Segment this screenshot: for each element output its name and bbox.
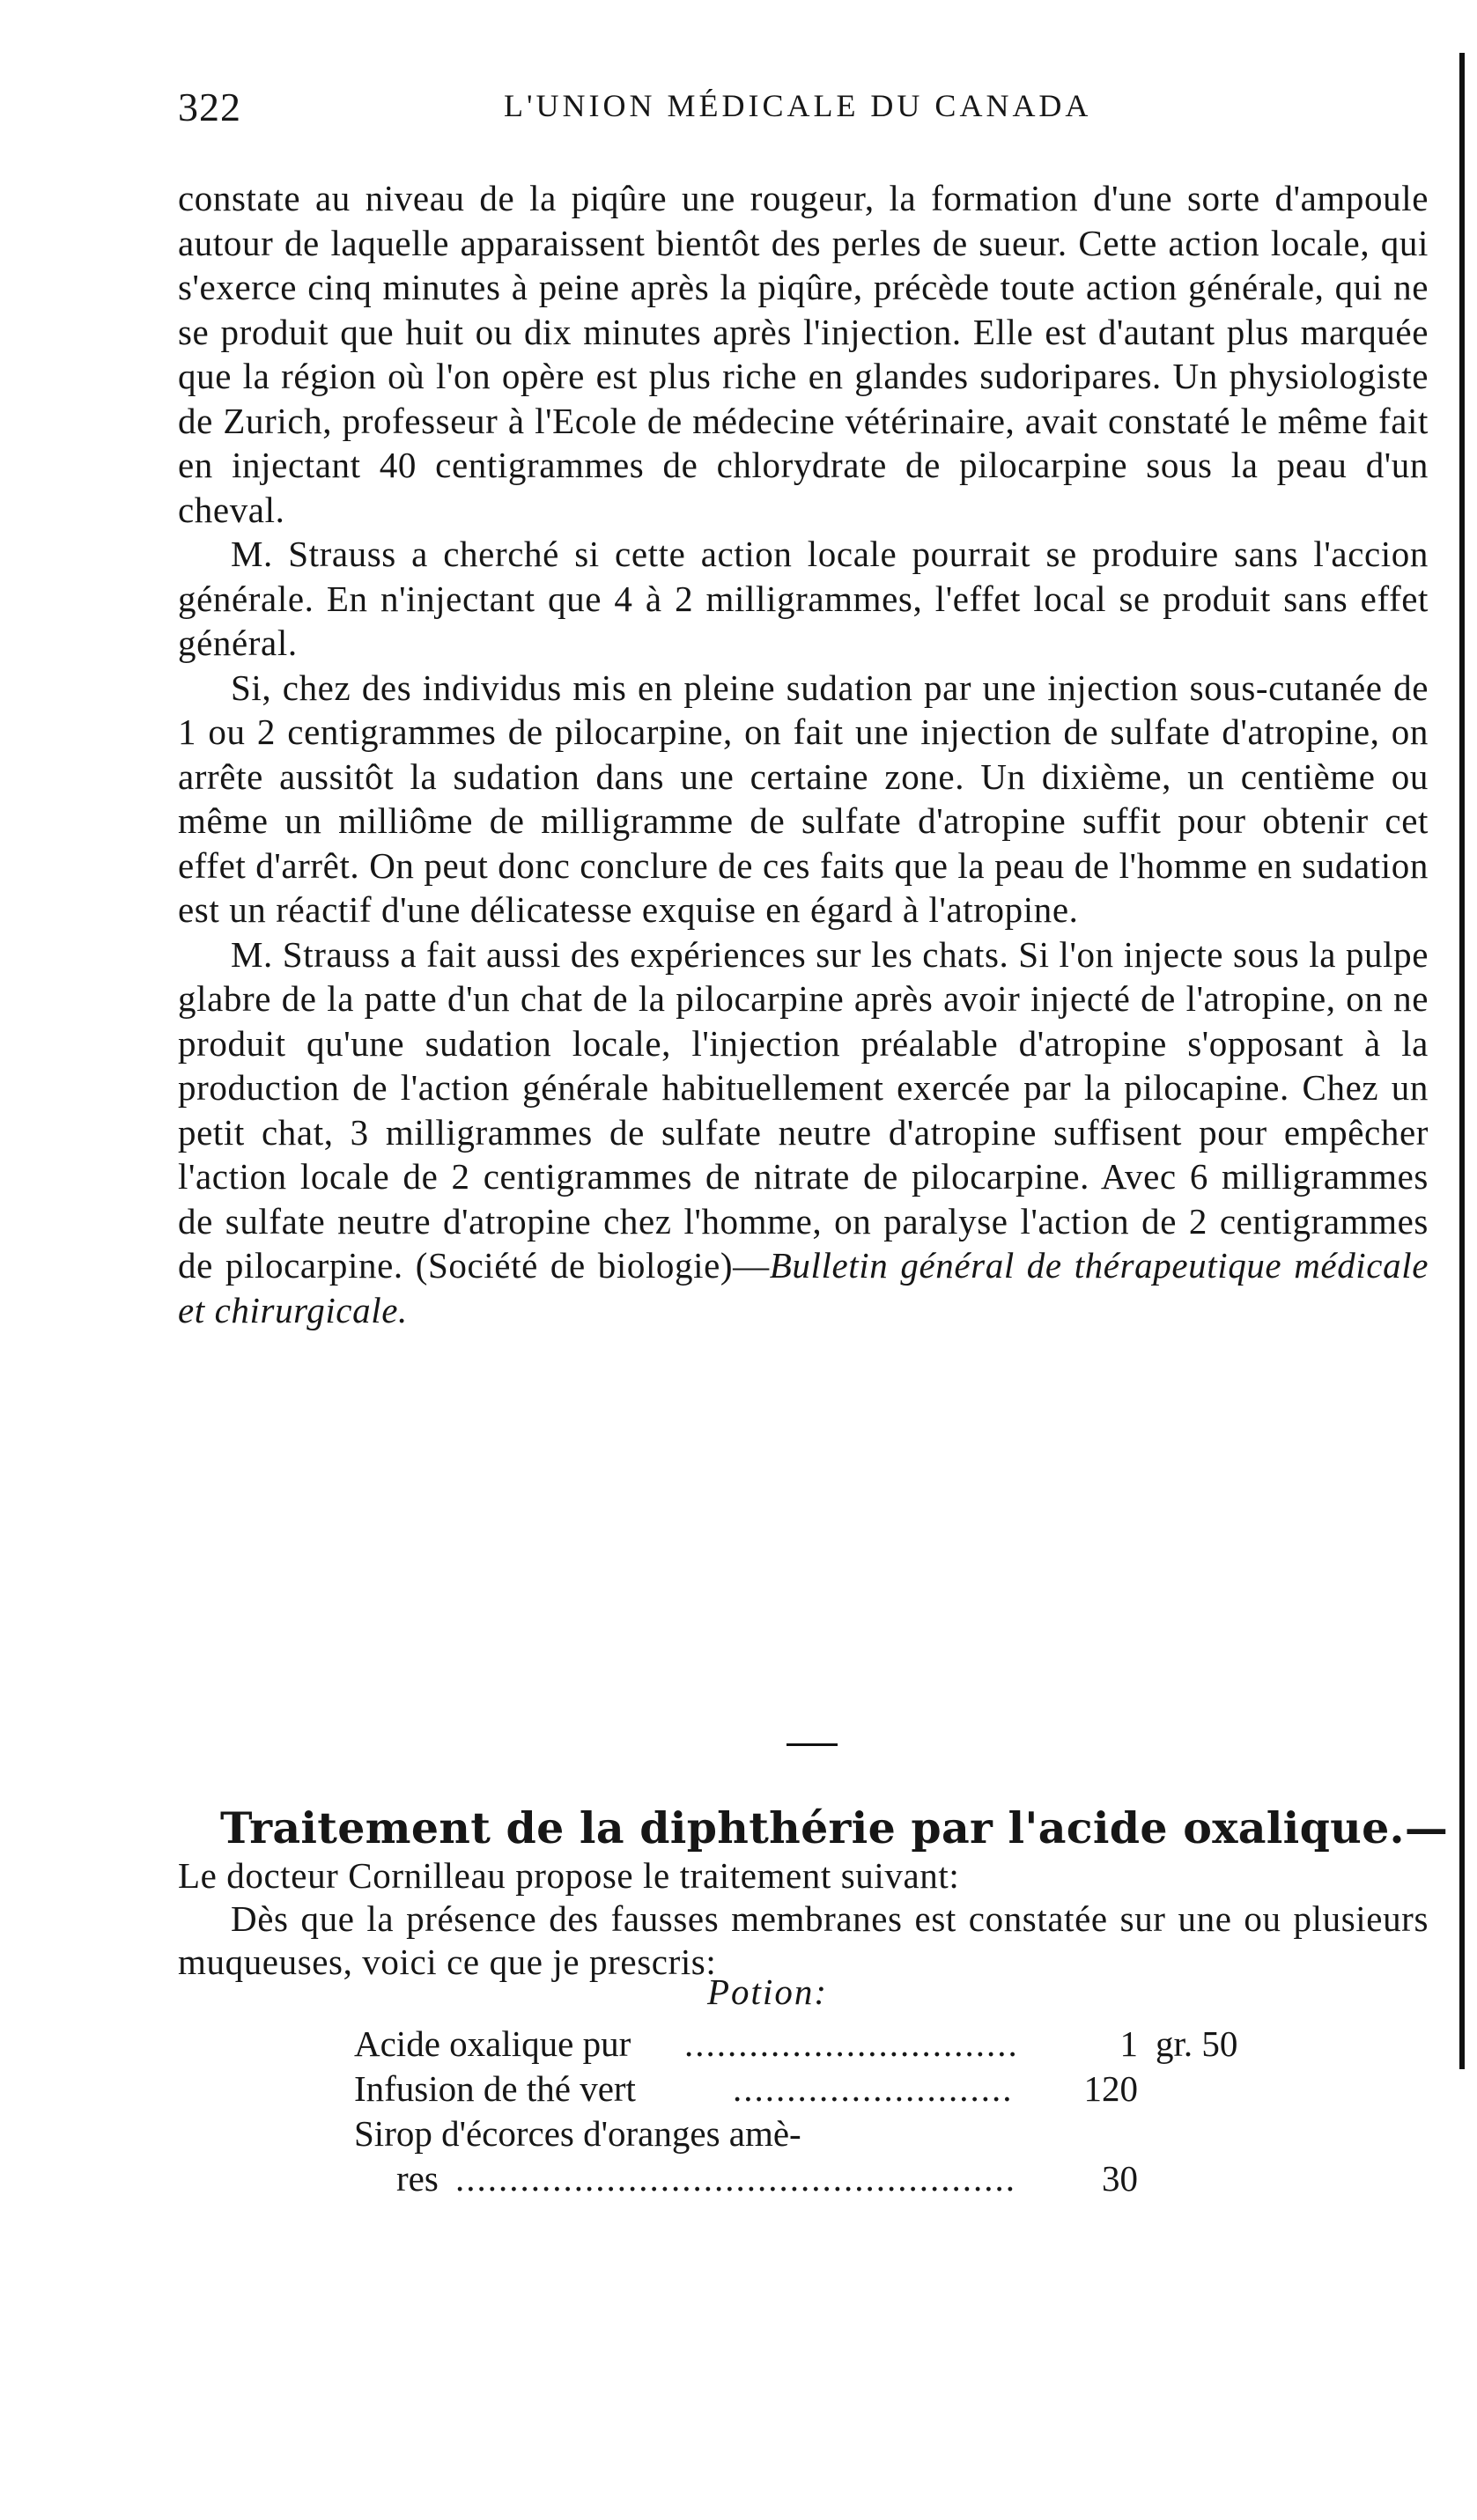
ingredient-quantity: 1 <box>1119 2023 1138 2064</box>
article-body <box>178 176 1429 1332</box>
paragraph-prescription-intro: Dès que la présence des fausses membranes est constatée sur une ou plusieurs muqueuses, voici ce que je prescris: <box>178 1898 1429 1982</box>
ingredient-quantity: 30 <box>1102 2158 1138 2199</box>
ingredient-quantity: 120 <box>1083 2068 1138 2109</box>
section-title: Traitement de la diphthérie par l'acide oxalique.— <box>220 1802 1449 1853</box>
page-number: 322 <box>178 85 241 129</box>
paragraph-continuation: constate au niveau de la piqûre une rougeur, la formation d'une sorte d'ampoule autour de laquelle apparaissent bientôt des perles de sueur. Cette action locale, qui s'exerce cinq minutes à peine après la piqûre, précède toute action générale, qui ne se produit que huit ou dix minutes après l'injection. Elle est d'autant plus marquée que la région où l'on opère est plus riche en glandes sudoripares. Un physiologiste de Zurich, professeur à l'Ecole de médecine vétérinaire, avait constaté le même fait en injectant 40 centigrammes de chlorydrate de pilocarpine sous la peau d'un cheval. <box>178 178 1429 530</box>
journal-title: L'UNION MÉDICALE DU CANADA <box>504 88 1092 123</box>
ingredient-name: Acide oxalique pur <box>354 2023 631 2064</box>
ingredient-name: Sirop d'écorces d'oranges amè- <box>354 2113 801 2154</box>
paragraph-cornilleau: Le docteur Cornilleau propose le traitement suivant: <box>178 1855 960 1896</box>
section-body <box>178 1854 1429 1984</box>
section-separator <box>787 1743 838 1746</box>
ingredient-name: Infusion de thé vert <box>354 2068 636 2109</box>
prescription-list <box>354 2022 1279 2201</box>
leader-dots: .......................... <box>733 2068 1014 2109</box>
page-edge-rule <box>1459 53 1465 2069</box>
ingredient-unit: gr. 50 <box>1156 2023 1238 2064</box>
citation-bulletin: Bulletin général de thérapeutique médicale et chirurgicale. <box>178 1245 1429 1330</box>
leader-dots: .................................................... <box>455 2158 1016 2199</box>
paragraph-cat-experiments-text: M. Strauss a fait aussi des expériences sur les chats. Si l'on injecte sous la pulpe glabre de la patte d'un chat de la pilocarpine après avoir injecté de l'atropine, on ne produit qu'une sudation locale, l'injection préalable d'atropine s'opposant à la production de l'action générale habituellement exercée par la pilocapine. Chez un petit chat, 3 milligrammes de sulfate neutre d'atropine suffisent pour empêcher l'action locale de 2 centigrammes de nitrate de pilocarpine. Avec 6 milligrammes de sulfate neutre d'atropine chez l'homme, on paralyse l'action de 2 centigrammes de pilocarpine. (Société de biologie)— <box>178 933 1429 1286</box>
paragraph-cat-experiments <box>178 932 1429 1333</box>
running-head <box>178 84 1411 136</box>
prescription-item <box>354 2067 1279 2111</box>
potion-heading: Potion: <box>707 1971 828 2012</box>
prescription-item <box>354 2022 1279 2067</box>
paragraph-strauss-local-action: M. Strauss a cherché si cette action locale pourrait se produire sans l'accion générale. En n'injectant que 4 à 2 milligrammes, l'effet local se produit sans effet général. <box>178 534 1429 663</box>
ingredient-name-continued: res <box>396 2158 439 2199</box>
leader-dots: ............................... <box>684 2023 1019 2064</box>
prescription-item <box>354 2111 1279 2201</box>
paragraph-atropine-sudation: Si, chez des individus mis en pleine sudation par une injection sous-cutanée de 1 ou 2 centigrammes de pilocarpine, on fait une injection de sulfate d'atropine, on arrête aussitôt la sudation dans une certaine zone. Un dixième, un centième ou même un milliôme de milligramme de sulfate d'atropine suffit pour obtenir cet effet d'arrêt. On peut donc conclure de ces faits que la peau de l'homme en sudation est un réactif d'une délicatesse exquise en égard à l'atropine. <box>178 667 1429 930</box>
